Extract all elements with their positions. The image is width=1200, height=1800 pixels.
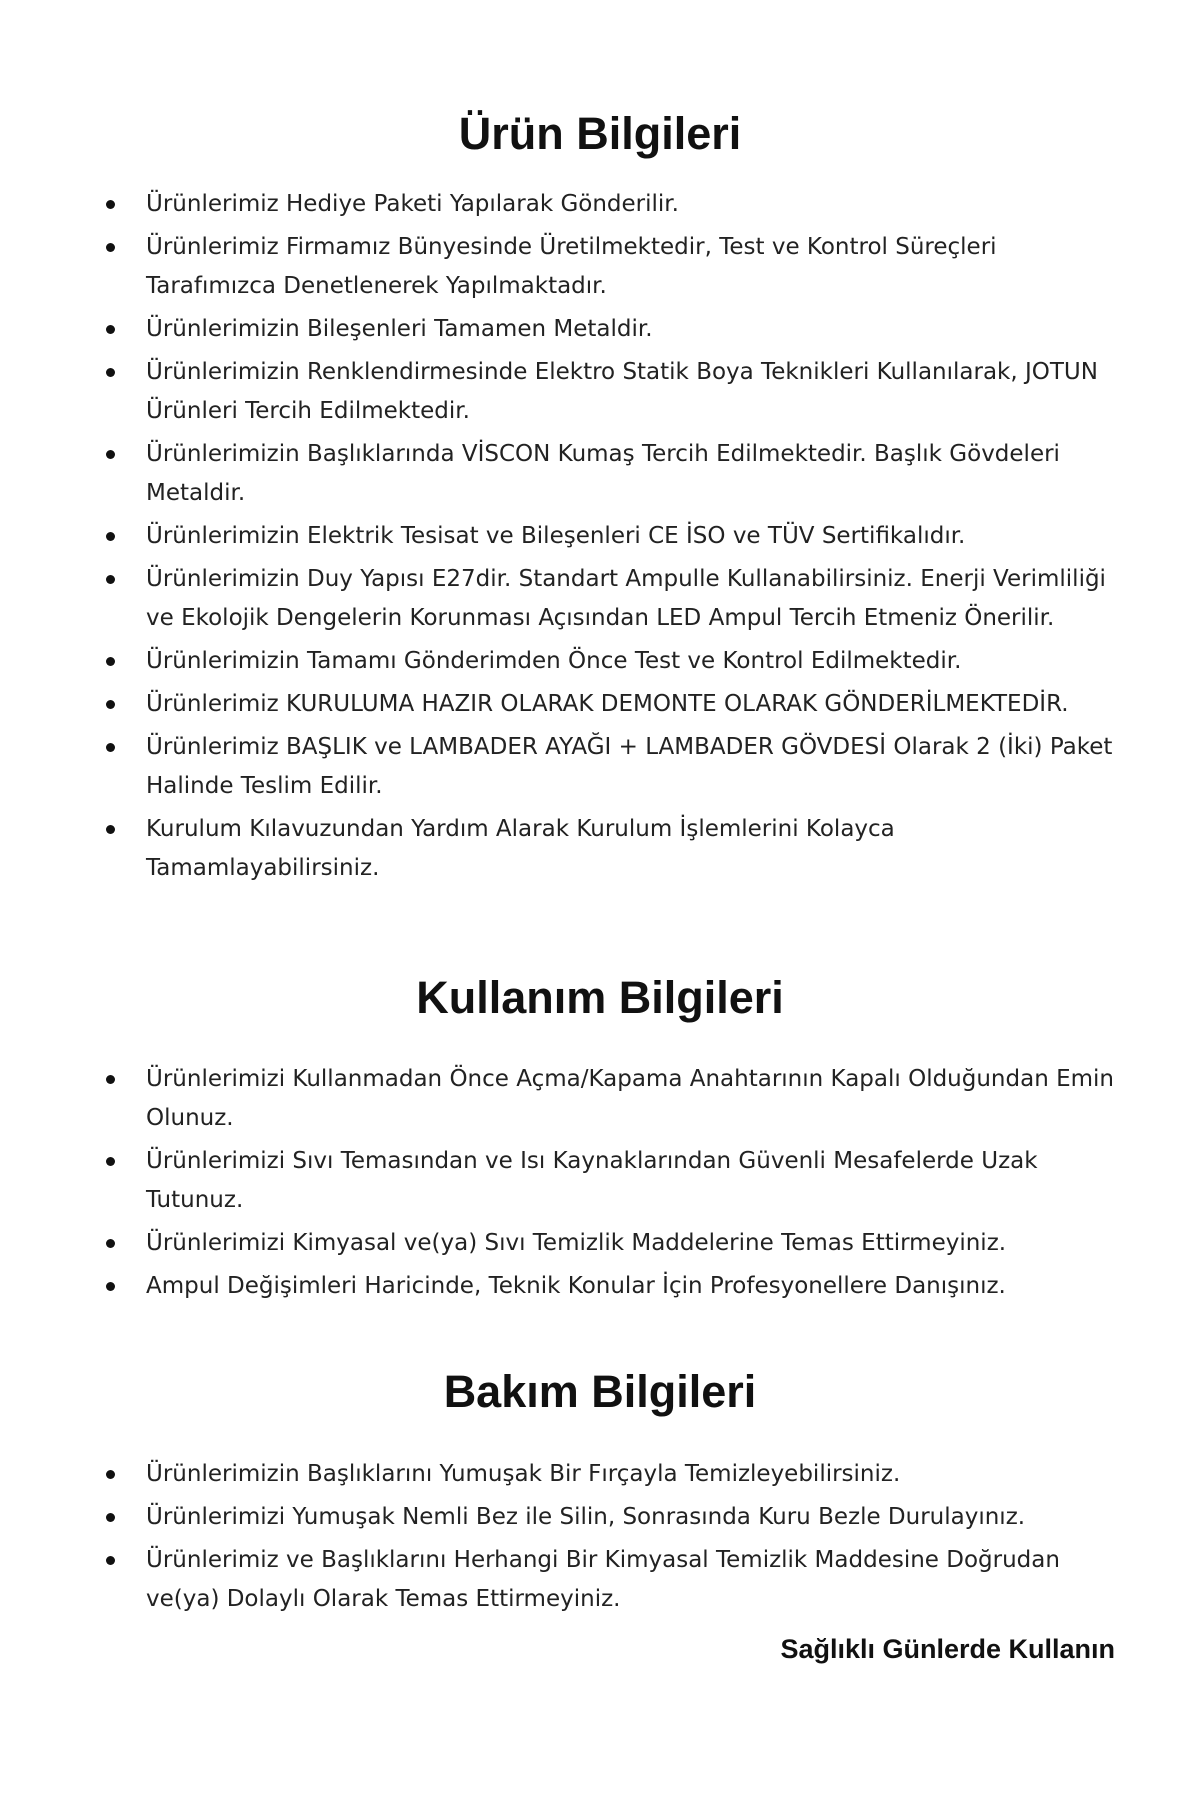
bullet-icon: [106, 1513, 115, 1522]
list-item-text: Ürünlerimiz KURULUMA HAZIR OLARAK DEMONTE OLARAK GÖNDERİLMEKTEDİR.: [146, 691, 1069, 717]
list-item: [100, 560, 1130, 638]
list-item-text: Ürünlerimiz ve Başlıklarını Herhangi Bir Kimyasal Temizlik Maddesine Doğrudan ve(ya) Dolaylı Olarak Temas Ettirmeyiniz.: [146, 1547, 1060, 1612]
section-title-bakim-bilgileri: Bakım Bilgileri: [443, 1366, 757, 1417]
list-item-text: Ürünlerimizi Kullanmadan Önce Açma/Kapama Anahtarının Kapalı Olduğundan Emin Olunuz.: [146, 1066, 1114, 1131]
bullet-icon: [106, 532, 115, 541]
closing-message: Sağlıklı Günlerde Kullanın: [780, 1634, 1115, 1664]
bullet-icon: [106, 1282, 115, 1291]
list-item-text: Ürünlerimizin Başlıklarında VİSCON Kumaş Tercih Edilmektedir. Başlık Gövdeleri Metaldir.: [146, 441, 1060, 506]
kullanim-bilgileri-list: [100, 1060, 1130, 1310]
bullet-icon: [106, 825, 115, 834]
list-item: [100, 810, 1130, 888]
bullet-icon: [106, 1470, 115, 1479]
list-item: [100, 728, 1130, 806]
bullet-icon: [106, 450, 115, 459]
list-item-text: Ürünlerimizi Kimyasal ve(ya) Sıvı Temizlik Maddelerine Temas Ettirmeyiniz.: [146, 1230, 1007, 1256]
urun-bilgileri-list: [100, 185, 1130, 892]
list-item-text: Ürünlerimizin Elektrik Tesisat ve Bileşenleri CE İSO ve TÜV Sertifikalıdır.: [146, 523, 966, 549]
list-item: [100, 1060, 1130, 1138]
list-item-text: Ürünlerimizin Başlıklarını Yumuşak Bir Fırçayla Temizleyebilirsiniz.: [146, 1461, 901, 1487]
list-item-text: Ürünlerimizin Duy Yapısı E27dir. Standart Ampulle Kullanabilirsiniz. Enerji Verimliliği ve Ekolojik Dengelerin Korunması Açısından LED Ampul Tercih Etmeniz Önerilir.: [146, 566, 1106, 631]
list-item: [100, 185, 1130, 224]
list-item-text: Ampul Değişimleri Haricinde, Teknik Konular İçin Profesyonellere Danışınız.: [146, 1273, 1006, 1299]
bullet-icon: [106, 1556, 115, 1565]
section-title-kullanim-bilgileri: Kullanım Bilgileri: [416, 972, 784, 1023]
list-item: [100, 1142, 1130, 1220]
list-item: [100, 310, 1130, 349]
list-item: [100, 1224, 1130, 1263]
bullet-icon: [106, 743, 115, 752]
bullet-icon: [106, 200, 115, 209]
list-item-text: Ürünlerimiz Firmamız Bünyesinde Üretilmektedir, Test ve Kontrol Süreçleri Tarafımızca Denetlenerek Yapılmaktadır.: [146, 234, 997, 299]
bullet-icon: [106, 243, 115, 252]
list-item: [100, 228, 1130, 306]
list-item: [100, 1267, 1130, 1306]
list-item: [100, 353, 1130, 431]
list-item-text: Ürünlerimiz Hediye Paketi Yapılarak Gönderilir.: [146, 191, 679, 217]
list-item: [100, 1541, 1130, 1619]
list-item: [100, 642, 1130, 681]
bullet-icon: [106, 1157, 115, 1166]
list-item: [100, 517, 1130, 556]
list-item-text: Ürünlerimizin Tamamı Gönderimden Önce Test ve Kontrol Edilmektedir.: [146, 648, 962, 674]
bullet-icon: [106, 575, 115, 584]
list-item-text: Ürünlerimiz BAŞLIK ve LAMBADER AYAĞI + LAMBADER GÖVDESİ Olarak 2 (İki) Paket Halinde Teslim Edilir.: [146, 734, 1113, 799]
bullet-icon: [106, 368, 115, 377]
list-item: [100, 1455, 1130, 1494]
bullet-icon: [106, 1075, 115, 1084]
bullet-icon: [106, 700, 115, 709]
bakim-bilgileri-list: [100, 1455, 1130, 1623]
bullet-icon: [106, 1239, 115, 1248]
list-item-text: Ürünlerimizi Sıvı Temasından ve Isı Kaynaklarından Güvenli Mesafelerde Uzak Tutunuz.: [146, 1148, 1038, 1213]
list-item: [100, 435, 1130, 513]
list-item-text: Ürünlerimizin Renklendirmesinde Elektro Statik Boya Teknikleri Kullanılarak, JOTUN Ürünleri Tercih Edilmektedir.: [146, 359, 1098, 424]
list-item: [100, 685, 1130, 724]
list-item-text: Ürünlerimizi Yumuşak Nemli Bez ile Silin, Sonrasında Kuru Bezle Durulayınız.: [146, 1504, 1026, 1530]
bullet-icon: [106, 325, 115, 334]
list-item-text: Ürünlerimizin Bileşenleri Tamamen Metaldir.: [146, 316, 653, 342]
list-item-text: Kurulum Kılavuzundan Yardım Alarak Kurulum İşlemlerini Kolayca Tamamlayabilirsiniz.: [146, 816, 895, 881]
section-title-urun-bilgileri: Ürün Bilgileri: [458, 108, 742, 159]
list-item: [100, 1498, 1130, 1537]
bullet-icon: [106, 657, 115, 666]
